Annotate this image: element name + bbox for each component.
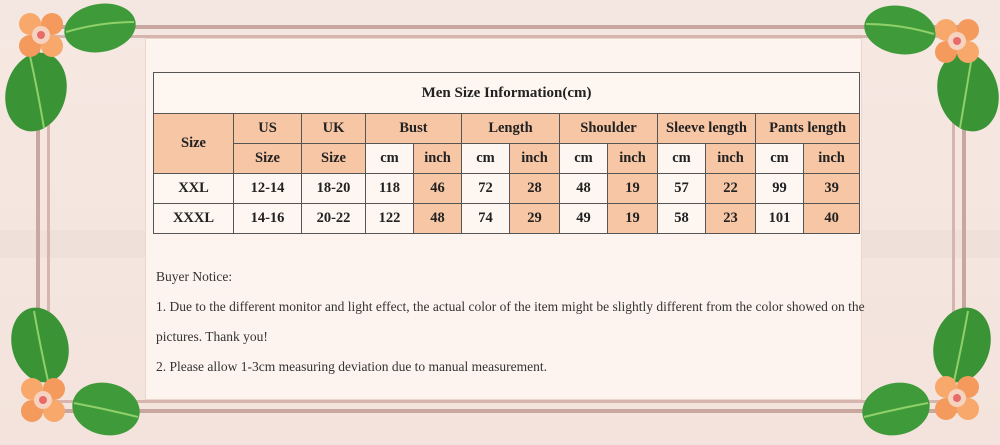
us-header-line2: Size — [234, 144, 302, 174]
sleeve-length-header: Sleeve length — [658, 114, 756, 144]
bust-inch-cell: 48 — [414, 204, 462, 234]
unit-inch: inch — [706, 144, 756, 174]
unit-inch: inch — [414, 144, 462, 174]
uk-header-line1: UK — [302, 114, 366, 144]
unit-inch: inch — [608, 144, 658, 174]
us-header-line1: US — [234, 114, 302, 144]
unit-cm: cm — [366, 144, 414, 174]
flower-icon — [21, 378, 65, 422]
sleeve-inch-cell: 23 — [706, 204, 756, 234]
corner-decoration-bottom-left — [0, 305, 150, 445]
notice-line-1-continued: pictures. Thank you! — [156, 329, 268, 344]
unit-cm: cm — [560, 144, 608, 174]
bust-header: Bust — [366, 114, 462, 144]
bust-cm-cell: 122 — [366, 204, 414, 234]
us-size-cell: 12-14 — [234, 174, 302, 204]
table-row — [154, 204, 860, 234]
length-cm-cell: 72 — [462, 174, 510, 204]
corner-decoration-top-right — [850, 0, 1000, 140]
length-header: Length — [462, 114, 560, 144]
leaf-icon — [67, 376, 144, 441]
flower-icon — [935, 376, 979, 420]
unit-cm: cm — [756, 144, 804, 174]
pants-inch-cell: 40 — [804, 204, 860, 234]
sleeve-cm-cell: 58 — [658, 204, 706, 234]
size-cell: XXXL — [154, 204, 234, 234]
unit-inch: inch — [510, 144, 560, 174]
table-title: Men Size Information(cm) — [154, 73, 860, 114]
pants-inch-cell: 39 — [804, 174, 860, 204]
length-inch-cell: 28 — [510, 174, 560, 204]
unit-cm: cm — [658, 144, 706, 174]
length-cm-cell: 74 — [462, 204, 510, 234]
us-size-cell: 14-16 — [234, 204, 302, 234]
size-table — [153, 72, 860, 234]
notice-line-1: 1. Due to the different monitor and light effect, the actual color of the item might be slightly different from the color showed on the — [156, 299, 865, 314]
notice-heading: Buyer Notice: — [156, 269, 233, 284]
uk-size-cell: 20-22 — [302, 204, 366, 234]
leaf-icon — [925, 305, 999, 389]
notice-line-2: 2. Please allow 1-3cm measuring deviation due to manual measurement. — [156, 359, 548, 374]
uk-size-cell: 18-20 — [302, 174, 366, 204]
buyer-notice — [156, 262, 865, 382]
shoulder-cm-cell: 48 — [560, 174, 608, 204]
leaf-icon — [60, 0, 139, 58]
uk-header-line2: Size — [302, 144, 366, 174]
corner-decoration-bottom-right — [850, 305, 1000, 445]
leaf-icon — [3, 305, 77, 389]
bust-cm-cell: 118 — [366, 174, 414, 204]
table-row — [154, 174, 860, 204]
unit-inch: inch — [804, 144, 860, 174]
length-inch-cell: 29 — [510, 204, 560, 234]
shoulder-inch-cell: 19 — [608, 204, 658, 234]
pants-length-header: Pants length — [756, 114, 860, 144]
shoulder-header: Shoulder — [560, 114, 658, 144]
flower-icon — [19, 13, 63, 57]
sleeve-cm-cell: 57 — [658, 174, 706, 204]
leaf-icon — [860, 0, 939, 60]
size-cell: XXL — [154, 174, 234, 204]
shoulder-cm-cell: 49 — [560, 204, 608, 234]
unit-cm: cm — [462, 144, 510, 174]
shoulder-inch-cell: 19 — [608, 174, 658, 204]
bust-inch-cell: 46 — [414, 174, 462, 204]
leaf-icon — [857, 376, 934, 441]
pants-cm-cell: 99 — [756, 174, 804, 204]
corner-decoration-top-left — [0, 0, 150, 140]
leaf-icon — [0, 46, 75, 139]
pants-cm-cell: 101 — [756, 204, 804, 234]
size-column-header: Size — [154, 114, 234, 174]
sleeve-inch-cell: 22 — [706, 174, 756, 204]
